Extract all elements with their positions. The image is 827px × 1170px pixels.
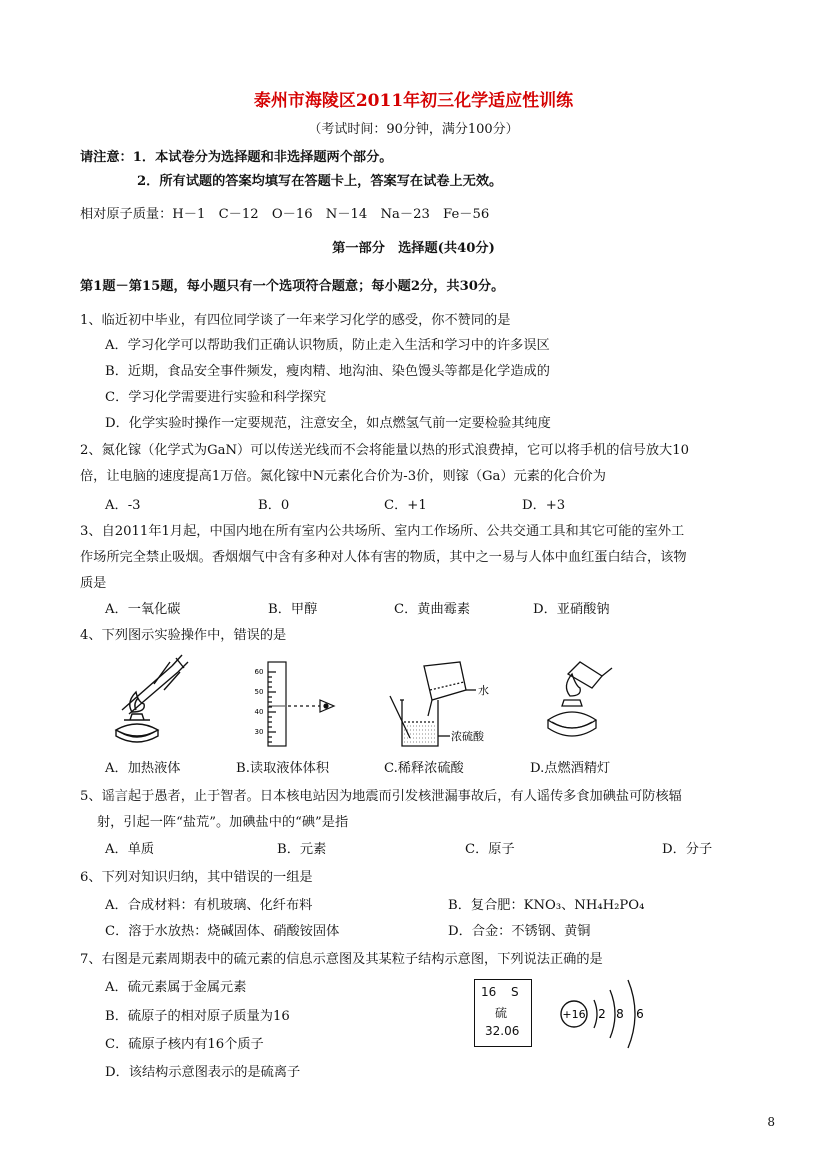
q2-stem-line-2: 倍，让电脑的速度提高1万倍。氮化镓中N元素化合价为-3价，则镓（Ga）元素的化合价为 bbox=[80, 469, 606, 484]
atom-structure-diagram bbox=[558, 976, 658, 1052]
q3-option-c: C．黄曲霉素 bbox=[394, 602, 471, 617]
element-symbol: S bbox=[511, 985, 519, 999]
q2-stem-line-1: 2、氮化镓（化学式为GaN）可以传送光线而不会将能量以热的形式浪费掉，它可以将手机的信号放大10 bbox=[80, 443, 689, 458]
q3-stem-line-3: 质是 bbox=[80, 576, 107, 591]
figure-heating-liquid bbox=[110, 652, 200, 752]
q4-stem: 4、下列图示实验操作中，错误的是 bbox=[80, 628, 287, 643]
q3-option-d: D．亚硝酸钠 bbox=[533, 602, 610, 617]
figure-lighting-lamp bbox=[540, 656, 620, 752]
cylinder-tick-60: 60 bbox=[254, 668, 264, 676]
figure-diluting-acid bbox=[388, 660, 498, 752]
q7-option-a: A．硫元素属于金属元素 bbox=[105, 980, 247, 995]
electron-shell-2 bbox=[610, 990, 615, 1038]
q6-option-c: C．溶于水放热：烧碱固体、硝酸铵固体 bbox=[105, 924, 340, 939]
notice-line-2: 2．所有试题的答案均填写在答题卡上，答案写在试卷上无效。 bbox=[137, 174, 503, 189]
label-water: 水 bbox=[478, 684, 489, 697]
label-concentrated-acid: 浓硫酸 bbox=[451, 730, 484, 743]
q4-option-c: C.稀释浓硫酸 bbox=[384, 761, 464, 776]
q6-option-d: D．合金：不锈钢、黄铜 bbox=[448, 924, 591, 939]
exam-subtitle: （考试时间：90分钟，满分100分） bbox=[308, 122, 519, 137]
q1-option-d: D．化学实验时操作一定要规范，注意安全，如点燃氢气前一定要检验其纯度 bbox=[105, 416, 551, 431]
q2-option-c: C．+1 bbox=[384, 498, 427, 513]
q3-stem-line-1: 3、自2011年1月起，中国内地在所有室内公共场所、室内工作场所、公共交通工具和其它可能的室外工 bbox=[80, 524, 685, 539]
q5-stem-line-1: 5、谣言起于愚者，止于智者。日本核电站因为地震而引发核泄漏事故后，有人谣传多食加碘盐可防核辐 bbox=[80, 789, 682, 804]
q3-option-a: A．一氧化碳 bbox=[105, 602, 181, 617]
q5-stem-line-2: 射，引起一阵“盐荒”。加碘盐中的“碘”是指 bbox=[97, 815, 349, 830]
q1-option-b: B．近期，食品安全事件频发，瘦肉精、地沟油、染色馒头等都是化学造成的 bbox=[105, 364, 550, 379]
notice-line-1: 请注意：1．本试卷分为选择题和非选择题两个部分。 bbox=[80, 150, 393, 165]
element-name: 硫 bbox=[495, 1006, 508, 1020]
q6-option-b: B．复合肥：KNO₃、NH₄H₂PO₄ bbox=[448, 898, 645, 913]
section-instruction: 第1题－第15题，每小题只有一个选项符合题意；每小题2分，共30分。 bbox=[80, 279, 505, 294]
q5-option-a: A．单质 bbox=[105, 842, 155, 857]
q6-stem: 6、下列对知识归纳，其中错误的一组是 bbox=[80, 870, 313, 885]
q3-stem-line-2: 作场所完全禁止吸烟。香烟烟气中含有多种对人体有害的物质，其中之一易与人体中血红蛋白结合，该物 bbox=[80, 550, 687, 565]
q5-option-c: C．原子 bbox=[465, 842, 515, 857]
q3-option-b: B．甲醇 bbox=[268, 602, 318, 617]
shell-electrons-3: 6 bbox=[636, 1007, 644, 1021]
figure-graduated-cylinder bbox=[250, 660, 340, 750]
periodic-table-cell bbox=[474, 979, 532, 1047]
cylinder-tick-40: 40 bbox=[254, 708, 264, 716]
q5-option-b: B．元素 bbox=[277, 842, 327, 857]
atomic-number: 16 bbox=[481, 985, 497, 999]
q2-option-d: D．+3 bbox=[522, 498, 566, 513]
q7-stem: 7、右图是元素周期表中的硫元素的信息示意图及其某粒子结构示意图，下列说法正确的是 bbox=[80, 952, 603, 967]
atomic-mass-line bbox=[80, 203, 489, 222]
q7-option-c: C．硫原子核内有16个质子 bbox=[105, 1037, 264, 1052]
q7-option-b: B．硫原子的相对原子质量为16 bbox=[105, 1009, 290, 1024]
cylinder-tick-50: 50 bbox=[254, 688, 264, 696]
atomic-mass: 32.06 bbox=[485, 1024, 520, 1038]
atomic-mass-text: 相对原子质量：H－1 C－12 O－16 N－14 Na－23 Fe－56 bbox=[80, 207, 490, 222]
page-number: 8 bbox=[767, 1115, 775, 1129]
q6-option-a: A．合成材料：有机玻璃、化纤布料 bbox=[105, 898, 313, 913]
exam-title: 泰州市海陵区2011年初三化学适应性训练 bbox=[253, 91, 574, 111]
q4-option-d: D.点燃酒精灯 bbox=[530, 761, 611, 776]
q1-stem: 1、临近初中毕业，有四位同学谈了一年来学习化学的感受，你不赞同的是 bbox=[80, 313, 511, 328]
shell-electrons-2: 8 bbox=[616, 1007, 624, 1021]
q4-option-b: B.读取液体体积 bbox=[236, 761, 330, 776]
shell-electrons-1: 2 bbox=[598, 1007, 606, 1021]
q1-option-a: A．学习化学可以帮助我们正确认识物质，防止走入生活和学习中的许多误区 bbox=[105, 338, 550, 353]
q4-option-a: A．加热液体 bbox=[105, 761, 181, 776]
q7-option-d: D．该结构示意图表示的是硫离子 bbox=[105, 1065, 301, 1080]
q5-option-d: D．分子 bbox=[662, 842, 713, 857]
q1-option-c: C．学习化学需要进行实验和科学探究 bbox=[105, 390, 327, 405]
q2-option-b: B．0 bbox=[258, 498, 290, 513]
electron-shell-1 bbox=[594, 1000, 597, 1028]
q2-option-a: A．-3 bbox=[105, 498, 141, 513]
nucleus-charge: +16 bbox=[562, 1008, 586, 1021]
section-heading: 第一部分 选择题(共40分) bbox=[332, 241, 495, 256]
electron-shell-3 bbox=[628, 980, 635, 1048]
cylinder-tick-30: 30 bbox=[254, 728, 264, 736]
